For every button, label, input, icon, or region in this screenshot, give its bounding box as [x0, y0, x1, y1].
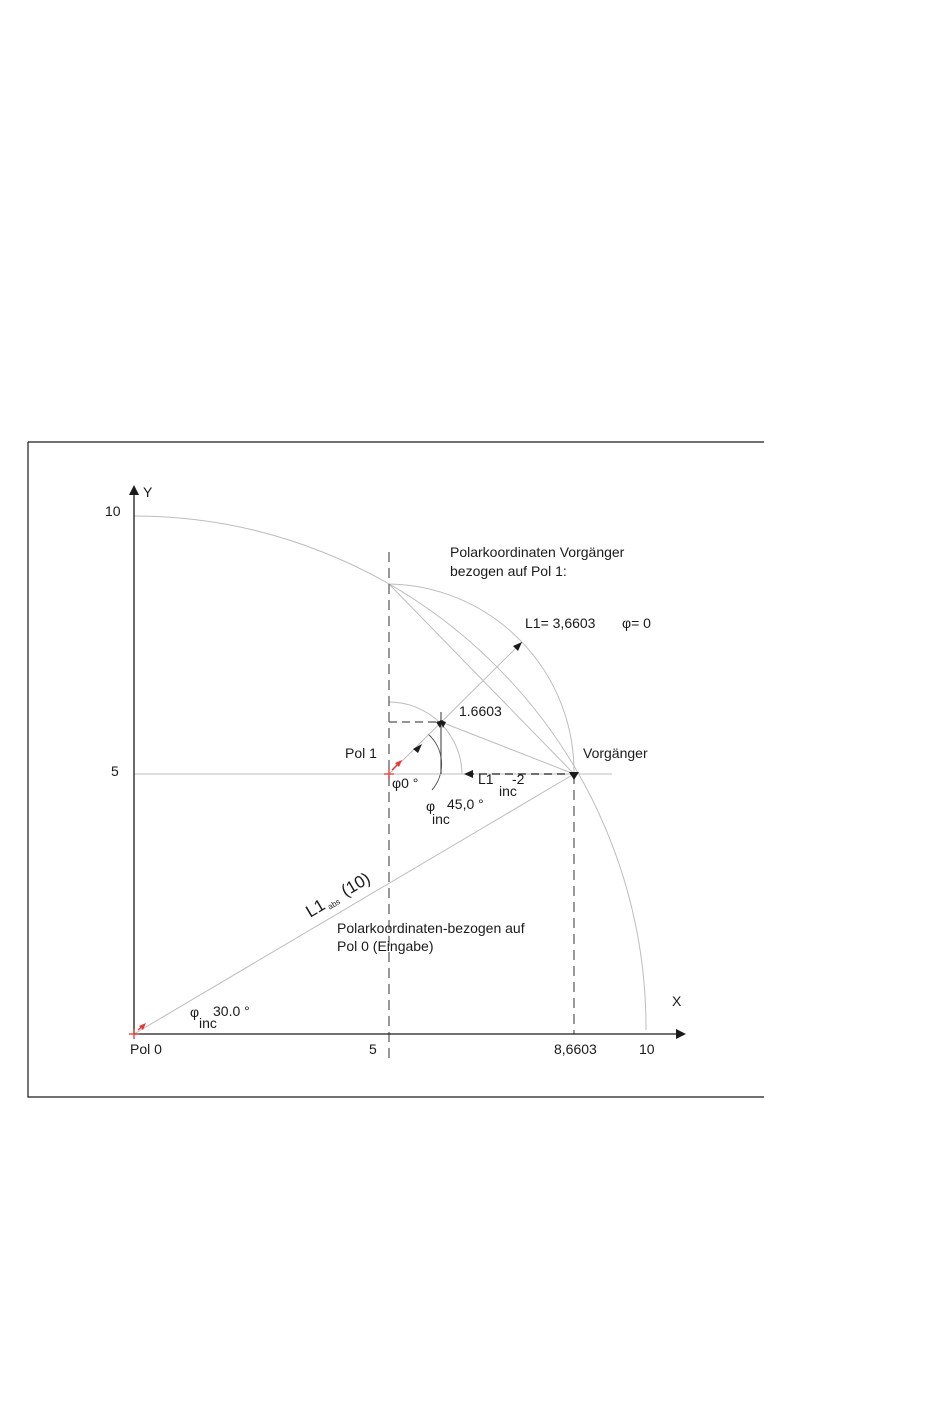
y-tick-10: 10	[105, 503, 121, 519]
y-tick-5: 5	[111, 763, 119, 779]
phi-inc-30-sub: inc	[199, 1015, 217, 1031]
phi-inc-30-symbol: φ	[190, 1004, 200, 1020]
arrow-l1inc	[464, 770, 473, 778]
l1inc-sub: inc	[499, 783, 517, 799]
line-l1abs	[134, 774, 574, 1034]
pol1-label: Pol 1	[345, 745, 377, 761]
top-note-line2: bezogen auf Pol 1:	[450, 563, 567, 579]
x-axis-arrow	[676, 1029, 686, 1039]
phi0-label: φ0 °	[392, 775, 419, 791]
arc-phi-45	[428, 734, 442, 790]
x-tick-86603: 8,6603	[554, 1041, 597, 1057]
line-pol1-45	[389, 642, 522, 774]
y-axis-arrow	[129, 485, 139, 495]
y-axis-label: Y	[143, 484, 153, 500]
phi-inc-45-value: 45,0 °	[447, 796, 484, 812]
frame	[28, 442, 764, 1097]
x-axis-label: X	[672, 993, 682, 1009]
phi-inc-45-sub: inc	[432, 811, 450, 827]
line-pol1-to-arc	[389, 584, 574, 774]
bottom-note-line1: Polarkoordinaten-bezogen auf	[337, 920, 525, 936]
x-tick-5: 5	[369, 1041, 377, 1057]
l1inc-main: L1	[478, 771, 494, 787]
l1-value: L1= 3,6603	[525, 615, 596, 631]
line-vorgaenger-to-point	[441, 722, 574, 774]
l1inc-value: -2	[512, 771, 525, 787]
vorgaenger-label: Vorgänger	[583, 745, 648, 761]
value-16603: 1.6603	[459, 703, 502, 719]
phi-inc-30-value: 30.0 °	[213, 1003, 250, 1019]
top-note-line1: Polarkoordinaten Vorgänger	[450, 544, 625, 560]
x-tick-10: 10	[639, 1041, 655, 1057]
l1abs-label	[303, 869, 374, 922]
phi-zero: φ= 0	[622, 615, 651, 631]
pol0-label: Pol 0	[130, 1041, 162, 1057]
bottom-note-line2: Pol 0 (Eingabe)	[337, 938, 434, 954]
l1abs-sub: abs	[326, 897, 342, 912]
l1abs-main: L1	[302, 895, 329, 922]
phi-inc-45-symbol: φ	[426, 798, 436, 814]
l1abs-value: (10)	[337, 868, 374, 901]
